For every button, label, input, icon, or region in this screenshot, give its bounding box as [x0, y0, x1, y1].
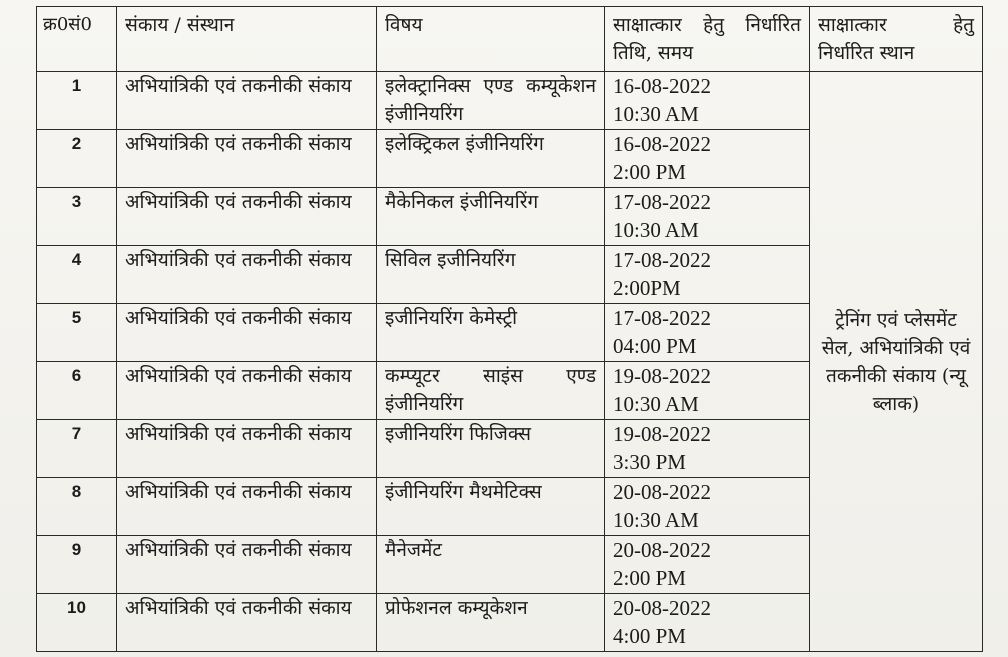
faculty-text: अभियांत्रिकी एवं तकनीकी संकाय: [125, 75, 352, 97]
interview-date: 20-08-2022: [613, 538, 711, 562]
serial-number-cell: 1: [37, 72, 117, 130]
interview-date: 19-08-2022: [613, 422, 711, 446]
interview-date: 16-08-2022: [613, 74, 711, 98]
subject-text: इंजीनियरिंग मैथमेटिक्स: [385, 481, 542, 503]
datetime-cell: [605, 188, 810, 246]
subject-cell: [377, 536, 605, 594]
datetime-cell: [605, 304, 810, 362]
venue-header-line2: निर्धारित स्थान: [818, 42, 915, 64]
interview-time: 2:00 PM: [613, 566, 686, 590]
serial-number-cell: 5: [37, 304, 117, 362]
faculty-cell: [117, 130, 377, 188]
datetime-header: [605, 7, 810, 72]
interview-date: 20-08-2022: [613, 480, 711, 504]
subject-cell: [377, 130, 605, 188]
serial-number-cell: 6: [37, 362, 117, 420]
faculty-cell: [117, 594, 377, 652]
interview-time: 10:30 AM: [613, 508, 699, 532]
subject-text: इलेक्ट्रानिक्स एण्ड कम्यूकेशन इंजीनियरिंग: [385, 75, 596, 125]
faculty-text: अभियांत्रिकी एवं तकनीकी संकाय: [125, 133, 352, 155]
table-row: [37, 72, 983, 130]
serial-number-cell: 10: [37, 594, 117, 652]
faculty-text: अभियांत्रिकी एवं तकनीकी संकाय: [125, 539, 352, 561]
faculty-cell: [117, 246, 377, 304]
subject-cell: [377, 304, 605, 362]
venue-header-line1: [818, 11, 974, 39]
subject-text: कम्प्यूटर साइंस एण्ड इंजीनियरिंग: [385, 365, 596, 415]
datetime-cell: [605, 594, 810, 652]
faculty-text: अभियांत्रिकी एवं तकनीकी संकाय: [125, 191, 352, 213]
serial-number-cell: 4: [37, 246, 117, 304]
subject-text: प्रोफेशनल कम्यूकेशन: [385, 597, 528, 619]
serial-number-cell: 2: [37, 130, 117, 188]
interview-time: 2:00PM: [613, 276, 681, 300]
subject-header: विषय: [377, 7, 605, 72]
faculty-text: अभियांत्रिकी एवं तकनीकी संकाय: [125, 423, 352, 445]
faculty-text: अभियांत्रिकी एवं तकनीकी संकाय: [125, 481, 352, 503]
faculty-text: अभियांत्रिकी एवं तकनीकी संकाय: [125, 307, 352, 329]
serial-number-cell: 7: [37, 420, 117, 478]
faculty-cell: [117, 536, 377, 594]
datetime-cell: [605, 478, 810, 536]
serial-number-cell: 3: [37, 188, 117, 246]
interview-time: 3:30 PM: [613, 450, 686, 474]
interview-time: 10:30 AM: [613, 218, 699, 242]
table-header-row: [37, 7, 983, 72]
serial-number-header: क्र0सं0: [37, 7, 117, 72]
datetime-header-text: साक्षात्कार हेतु निर्धारित तिथि, समय: [613, 14, 801, 64]
subject-text: मैनेजमेंट: [385, 539, 442, 561]
interview-date: 17-08-2022: [613, 306, 711, 330]
subject-text: सिविल इजीनियरिंग: [385, 249, 516, 271]
venue-header-word1: साक्षात्कार: [818, 14, 887, 36]
datetime-cell: [605, 362, 810, 420]
interview-time: 10:30 AM: [613, 102, 699, 126]
datetime-cell: [605, 130, 810, 188]
serial-number-cell: 8: [37, 478, 117, 536]
faculty-header: संकाय / संस्थान: [117, 7, 377, 72]
venue-header-word2: हेतु: [953, 14, 974, 36]
interview-time: 04:00 PM: [613, 334, 697, 358]
subject-cell: [377, 72, 605, 130]
interview-date: 17-08-2022: [613, 248, 711, 272]
subject-cell: [377, 188, 605, 246]
interview-time: 10:30 AM: [613, 392, 699, 416]
interview-time: 2:00 PM: [613, 160, 686, 184]
datetime-cell: [605, 246, 810, 304]
datetime-cell: [605, 536, 810, 594]
interview-schedule-table: [36, 6, 983, 652]
datetime-cell: [605, 420, 810, 478]
datetime-cell: [605, 72, 810, 130]
subject-cell: [377, 246, 605, 304]
subject-text: इजीनियरिंग फिजिक्स: [385, 423, 531, 445]
faculty-cell: [117, 304, 377, 362]
faculty-cell: [117, 478, 377, 536]
subject-cell: [377, 362, 605, 420]
subject-text: इजीनियरिंग केमेस्ट्री: [385, 307, 518, 329]
interview-date: 17-08-2022: [613, 190, 711, 214]
interview-date: 19-08-2022: [613, 364, 711, 388]
interview-time: 4:00 PM: [613, 624, 686, 648]
serial-number-cell: 9: [37, 536, 117, 594]
faculty-text: अभियांत्रिकी एवं तकनीकी संकाय: [125, 365, 352, 387]
faculty-cell: [117, 420, 377, 478]
subject-cell: [377, 594, 605, 652]
subject-text: इलेक्ट्रिकल इंजीनियरिंग: [385, 133, 544, 155]
faculty-text: अभियांत्रिकी एवं तकनीकी संकाय: [125, 249, 352, 271]
faculty-cell: [117, 362, 377, 420]
subject-cell: [377, 478, 605, 536]
faculty-cell: [117, 72, 377, 130]
subject-text: मैकेनिकल इंजीनियरिंग: [385, 191, 539, 213]
venue-cell: ट्रेनिंग एवं प्लेसमेंट सेल, अभियांत्रिकी एवं तकनीकी संकाय (न्यू ब्लाक): [810, 72, 983, 652]
faculty-cell: [117, 188, 377, 246]
interview-date: 20-08-2022: [613, 596, 711, 620]
faculty-text: अभियांत्रिकी एवं तकनीकी संकाय: [125, 597, 352, 619]
venue-header: [810, 7, 983, 72]
subject-cell: [377, 420, 605, 478]
interview-date: 16-08-2022: [613, 132, 711, 156]
